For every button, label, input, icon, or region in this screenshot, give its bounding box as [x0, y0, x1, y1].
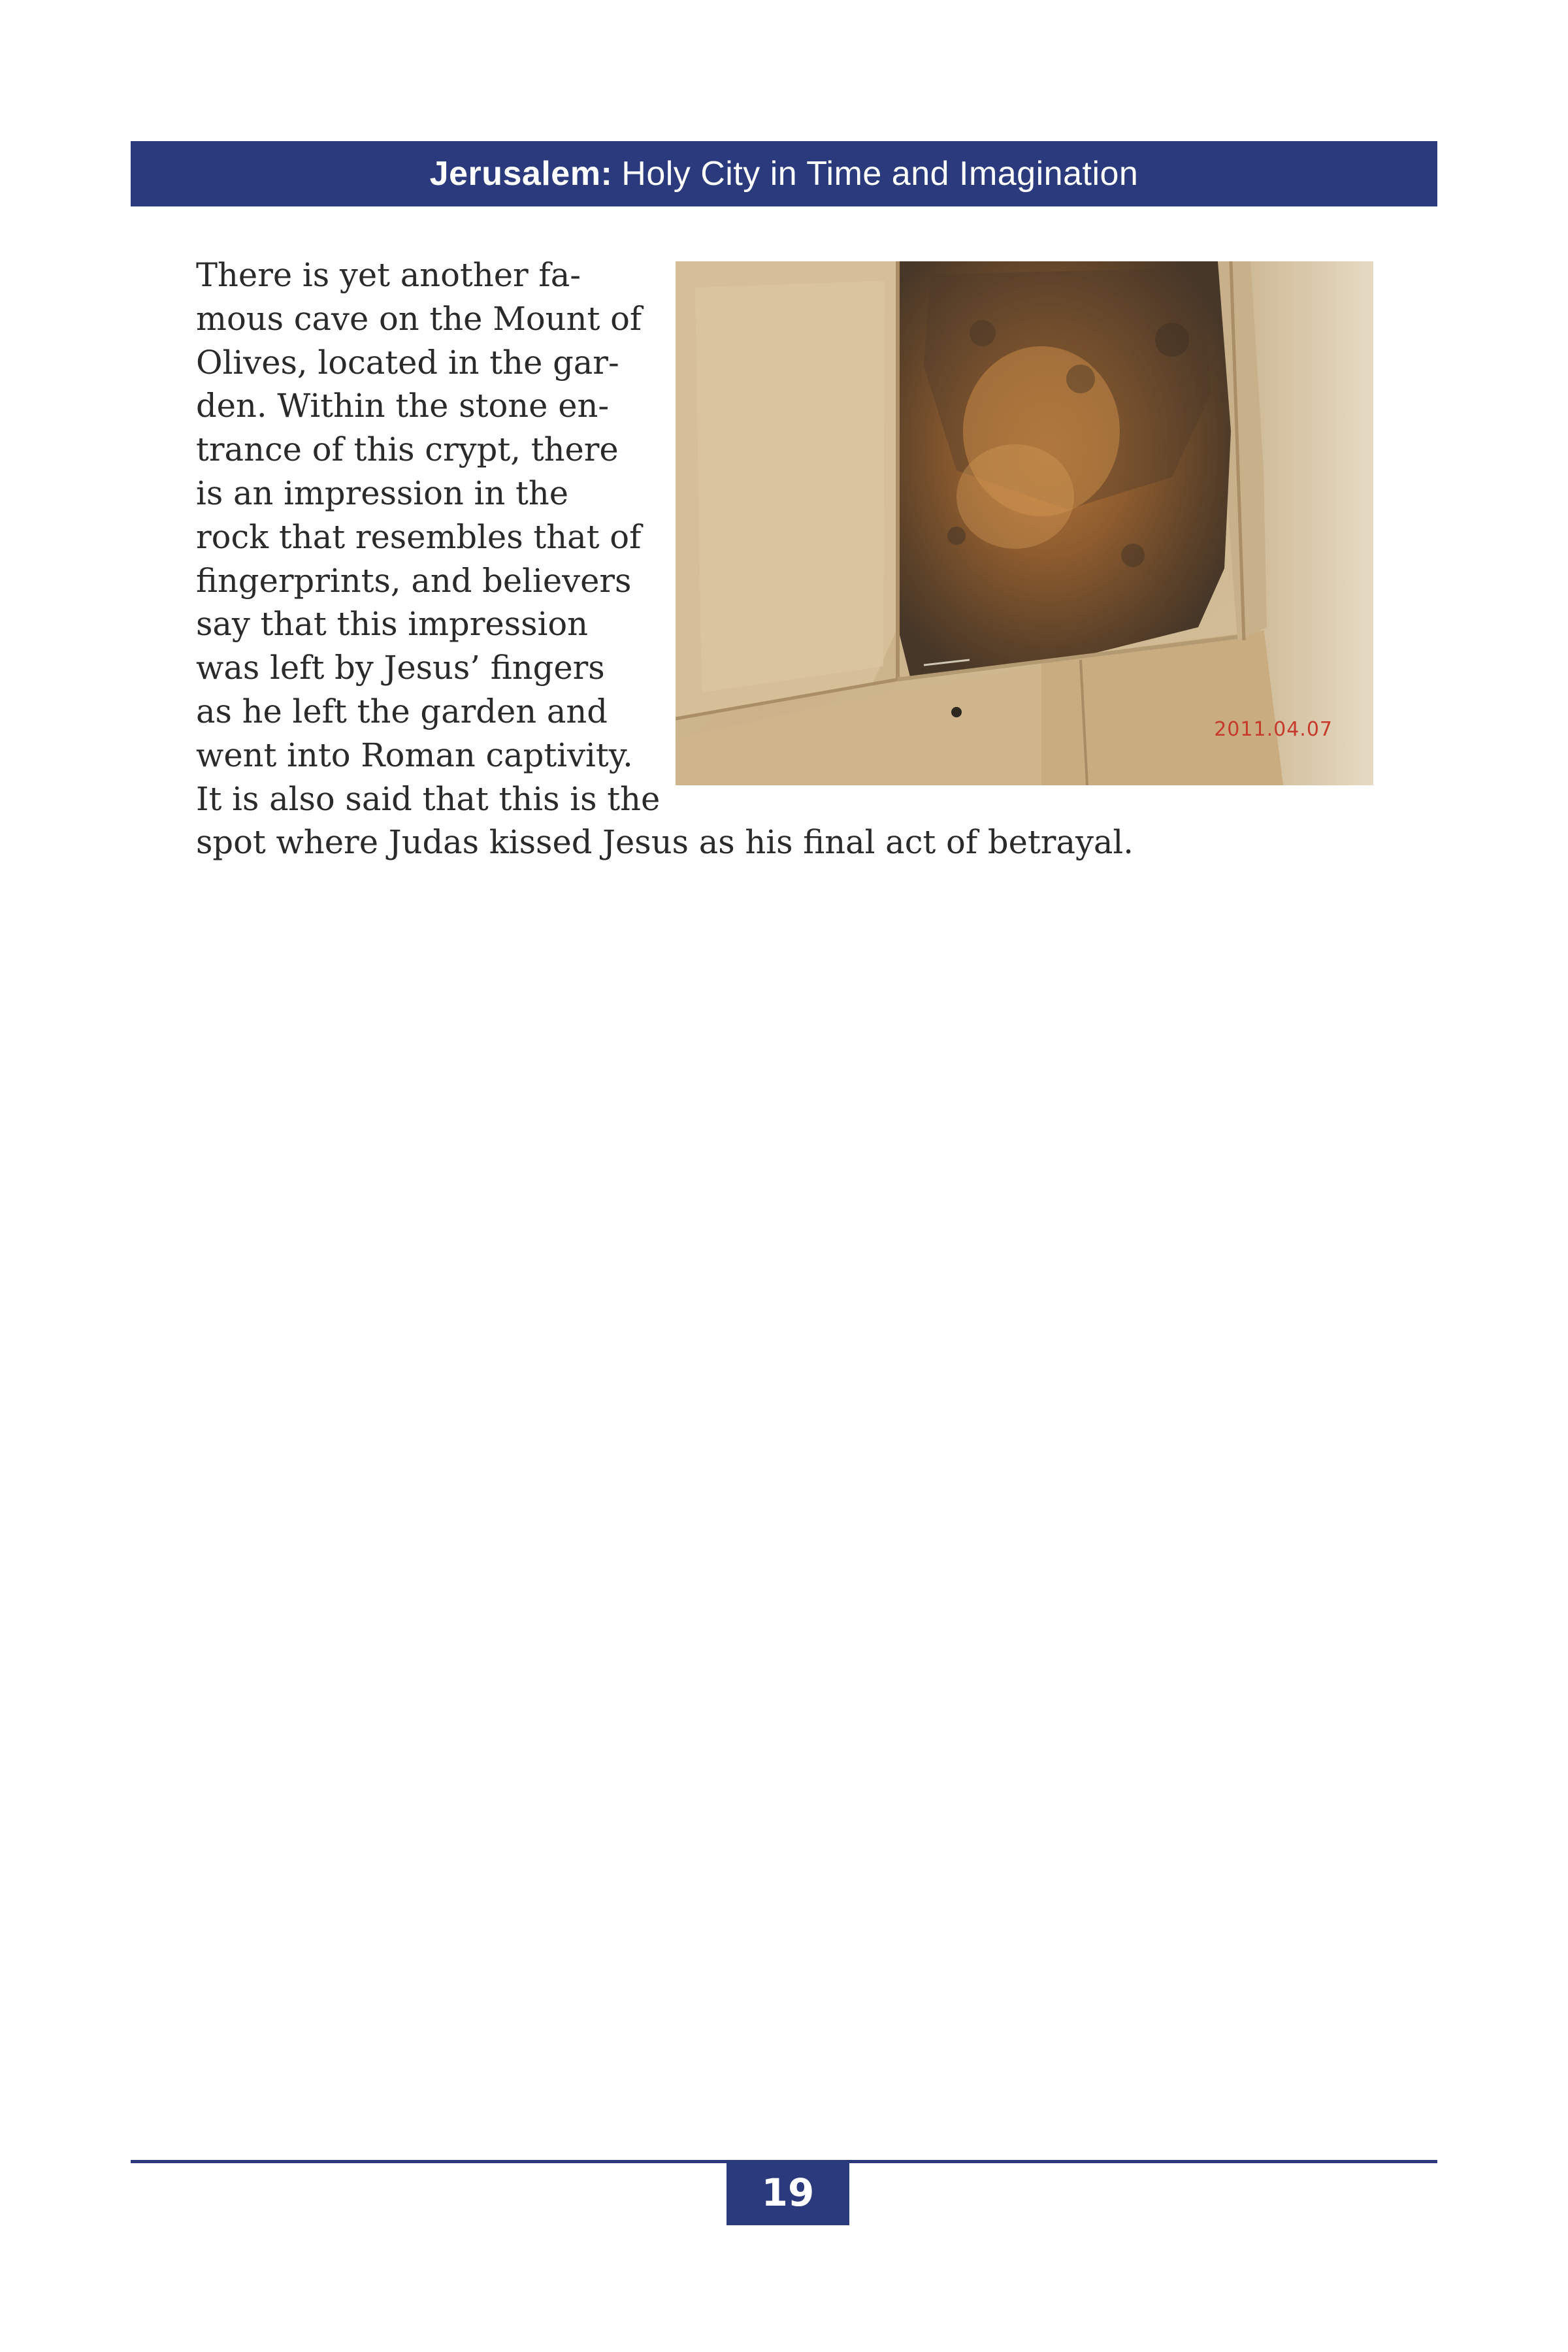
- body-line: fingerprints, and believers: [196, 561, 632, 600]
- body-line: was left by Jesus’ fingers: [196, 649, 605, 687]
- body-line: say that this impression: [196, 605, 588, 644]
- body-line: den. Within the stone en-: [196, 387, 610, 425]
- body-paragraph: [196, 253, 1372, 864]
- header-title-bold: Jerusalem:: [429, 155, 613, 193]
- body-line: trance of this crypt, there: [196, 431, 619, 469]
- body-line: went into Roman captivity.: [196, 736, 633, 774]
- photo-date-stamp: 2011.04.07: [1214, 718, 1333, 741]
- body-line: spot where Judas kissed Jesus as his final act of betrayal.: [196, 823, 1134, 862]
- body-line: as he left the garden and: [196, 692, 608, 730]
- body-line: mous cave on the Mount of: [196, 299, 642, 338]
- body-line: Olives, located in the gar-: [196, 343, 619, 382]
- body-line: It is also said that this is the: [196, 779, 661, 818]
- header-title-rest: Holy City in Time and Imagination: [621, 155, 1139, 193]
- body-line: rock that resembles that of: [196, 517, 642, 556]
- body-line: There is yet another fa-: [196, 256, 581, 294]
- body-line: is an impression in the: [196, 474, 569, 512]
- page-number: 19: [727, 2160, 849, 2225]
- running-header: [131, 141, 1437, 206]
